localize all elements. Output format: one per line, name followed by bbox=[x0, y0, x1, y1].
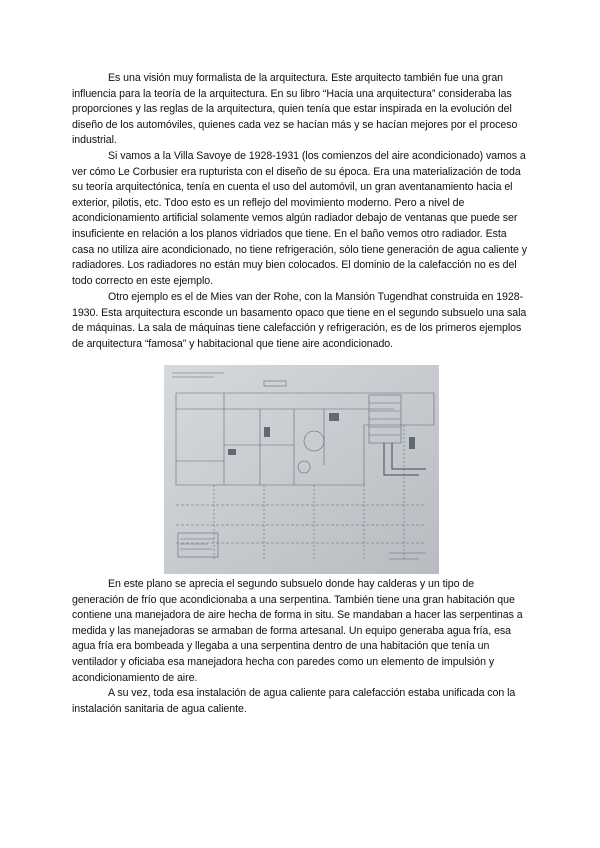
paragraph: Si vamos a la Villa Savoye de 1928-1931 (los comienzos del aire acondicionado) vamos a ver cómo Le Corbusier era rupturista con el diseño de su época. Era una materialización de toda su teoría arquitectónica, tenía en cuenta el uso del automóvil, un gran aventanamiento hacia el exterior, pilotis, etc. Tdoo esto es un reflejo del movimiento moderno. Pero a nivel de acondicionamiento artificial solamente vemos algún radiador debajo de ventanas que puede ser insuficiente en relación a los planos vidriados que tiene. En el baño vemos otro radiador. Esta casa no utiliza aire acondicionado, no tiene refrigeración, sólo tiene generación de agua caliente y radiadores. Los radiadores no están muy bien colocados. El dominio de la calefacción no es del todo correcto en este ejemplo. bbox=[72, 149, 527, 287]
floor-plan-image bbox=[164, 365, 439, 574]
paragraph: En este plano se aprecia el segundo subsuelo donde hay calderas y un tipo de generación de frío que acondicionaba a una serpentina. También tiene una gran habitación que contiene una manejadora de aire hecha de forma in situ. Se mandaban a hacer las serpentinas a medida y las manejadoras se armaban de forma artesanal. Un equipo generaba agua fría, esa agua fría era bombeada y llegaba a una serpentina dentro de una habitación que tenía un ventilador y oficiaba esa manejadora hecha con paredes como un elemento de impulsión y acondicionamiento de aire. bbox=[72, 578, 523, 684]
paragraph: Otro ejemplo es el de Mies van der Rohe, con la Mansión Tugendhat construida en 1928-1930. Esta arquitectura esconde un basamento opaco que tiene en el segundo subsuelo una sala de máquinas. La sala de máquinas tiene calefacción y refrigeración, es de los primeros ejemplos de arquitectura “famosa” y habitacional que tiene aire acondicionado. bbox=[72, 291, 527, 350]
floor-plan-drawing bbox=[164, 365, 439, 574]
text-block-bottom bbox=[72, 577, 527, 717]
text-block-top bbox=[72, 71, 527, 289]
paragraph: A su vez, toda esa instalación de agua caliente para calefacción estaba unificada con la instalación sanitaria de agua caliente. bbox=[72, 687, 516, 715]
text-block-mid bbox=[72, 290, 527, 352]
paragraph: Es una visión muy formalista de la arquitectura. Este arquitecto también fue una gran influencia para la teoría de la arquitectura. En su libro “Hacia una arquitectura” consideraba las proporciones y las reglas de la arquitectura, quien tenía que estar inspirada en la evolución del diseño de los automóviles, quienes cada vez se hacían más y se hacían mejores por el proceso industrial. bbox=[72, 72, 518, 147]
